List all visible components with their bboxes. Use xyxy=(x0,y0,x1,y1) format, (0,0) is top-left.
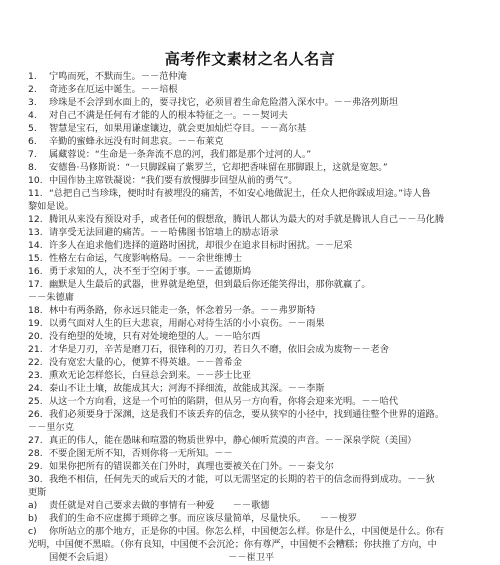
quote-number: 13. xyxy=(28,227,43,238)
quote-text: 许多人在追求他们选择的道路时困扰，却很少在追求目标时困扰。－－尼采 xyxy=(49,240,353,251)
quote-item xyxy=(28,343,478,356)
quote-list xyxy=(28,70,478,564)
quote-text: 性格左右命运，气度影响格局。－－余世维博士 xyxy=(49,253,242,264)
quote-number: 21. xyxy=(28,344,43,355)
quote-text: 幽默是人生最后的武器，世界就是绝望，但到最后你还能笑得出，那你就赢了。 xyxy=(49,279,371,290)
quote-text: 国便不会后退） －－崔卫平 xyxy=(49,552,275,563)
quote-number xyxy=(28,551,49,564)
quote-text: 辛勤的蜜蜂永远没有时间悲哀。－－布莱克 xyxy=(49,136,224,147)
quote-item xyxy=(28,83,478,96)
quote-item xyxy=(28,408,478,421)
quote-item xyxy=(28,460,478,473)
quote-number: 4. xyxy=(28,110,37,121)
quote-number: c) xyxy=(28,526,37,537)
quote-item xyxy=(28,525,478,538)
quote-item xyxy=(28,551,478,564)
quote-item xyxy=(28,161,478,174)
quote-item xyxy=(28,317,478,330)
quote-continuation: 黎如是说。 xyxy=(28,201,74,212)
quote-item xyxy=(28,499,478,512)
quote-number: 26. xyxy=(28,409,43,420)
quote-text: 智慧是宝石，如果用谦虚镶边，就会更加灿烂夺目。－－高尔基 xyxy=(49,123,307,134)
quote-number: 18. xyxy=(28,305,43,316)
quote-number: 16. xyxy=(28,266,43,277)
quote-text: 责任就是对自己要求去做的事情有一种爱 －－歌德 xyxy=(49,500,270,511)
quote-text: 你所站立的那个地方，正是你的中国。你怎么样，中国便怎么样。你是什么，中国便是什么。你有 xyxy=(49,526,445,537)
quote-text: 以勇气面对人生的巨大悲哀，用耐心对待生活的小小哀伤。－－雨果 xyxy=(49,318,325,329)
quote-item xyxy=(28,447,478,460)
quote-continuation: －－朱德庸 xyxy=(28,292,74,303)
quote-number: 20. xyxy=(28,331,43,342)
quote-item xyxy=(28,369,478,382)
quote-number: a) xyxy=(28,500,38,511)
quote-continuation: －－里尔克 xyxy=(28,422,74,433)
page-title: 高考作文素材之名人名言 xyxy=(164,50,336,68)
quote-number: 2. xyxy=(28,84,37,95)
quote-number: 25. xyxy=(28,396,43,407)
quote-number: 19. xyxy=(28,318,43,329)
quote-number: 29. xyxy=(28,461,43,472)
quote-item xyxy=(28,473,478,486)
quote-text: 对自己不满是任何有才能的人的根本特征之一。－－契诃夫 xyxy=(49,110,288,121)
quote-item xyxy=(28,330,478,343)
quote-item xyxy=(28,395,478,408)
quote-number: 14. xyxy=(28,240,43,251)
quote-number: 6. xyxy=(28,136,37,147)
quote-item xyxy=(28,278,478,291)
quote-text: 安德鲁·马修斯说：“一只脚踩扁了紫罗兰，它却把香味留在那脚跟上，这就是宽恕。” xyxy=(49,162,388,173)
quote-number: 5. xyxy=(28,123,37,134)
quote-item xyxy=(28,239,478,252)
quote-number: 17. xyxy=(28,279,43,290)
quote-item xyxy=(28,70,478,83)
quote-text: 真正的伟人，能在愚昧和喧嚣的物质世界中，静心倾听荒漠的声音。－－深泉学院（美国） xyxy=(49,435,417,446)
quote-text: 熏欢无论怎样悠长，白昼总会到来。－－莎士比亚 xyxy=(49,370,252,381)
quote-item xyxy=(28,148,478,161)
quote-item xyxy=(28,382,478,395)
quote-text: 腾讯从来没有预设对手，或者任何的假想敌，腾讯人都认为最大的对手就是腾讯人自己－－马化腾 xyxy=(49,214,445,225)
quote-text: 请享受无法回避的痛苦。－－哈佛图书馆墙上的励志语录 xyxy=(49,227,279,238)
quote-text: 如果你把所有的错误都关在门外时，真理也要被关在门外。－－泰戈尔 xyxy=(49,461,334,472)
quote-item xyxy=(28,213,478,226)
quote-item xyxy=(28,135,478,148)
quote-item xyxy=(28,252,478,265)
quote-item xyxy=(28,174,478,187)
quote-number: 3. xyxy=(28,97,37,108)
quote-text: 我们的生命不应虚掷于琐碎之事。而应该尽量简单，尽量快乐。 －－梭罗 xyxy=(49,513,357,524)
quote-text: 没有宽宏大量的心，便算不得英雄。－－普希金 xyxy=(49,357,242,368)
quote-text: 奇迹多在厄运中诞生。－－培根 xyxy=(49,84,178,95)
quote-text: 中国作协主席铁凝说：“我们要有放慢脚步回望从前的勇气”。 xyxy=(49,175,298,186)
quote-text: 不要企图无所不知，否则你将一无所知。－－ xyxy=(49,448,233,459)
quote-number: 30. xyxy=(28,474,43,485)
quote-number: 12. xyxy=(28,214,43,225)
quote-item xyxy=(28,512,478,525)
quote-number: 22. xyxy=(28,357,43,368)
quote-item xyxy=(28,109,478,122)
quote-continuation: 更斯 xyxy=(28,487,47,498)
quote-item xyxy=(28,356,478,369)
quote-number: 23. xyxy=(28,370,43,381)
quote-number: 24. xyxy=(28,383,43,394)
quote-item xyxy=(28,122,478,135)
quote-number: 15. xyxy=(28,253,43,264)
quote-number: 7. xyxy=(28,149,37,160)
quote-text: 我绝不相信，任何先天的或后天的才能，可以无需坚定的长期的若干的信念而得到成功。－－狄 xyxy=(49,474,435,485)
quote-text: 我们必须要身于深渊，这是我们不该丢弃的信念，要从狭窄的小径中，找到通往整个世界的道路。 xyxy=(49,409,445,420)
quote-item xyxy=(28,226,478,239)
quote-text: 林中有两条路，你永远只能走一条，怀念着另一条。－－弗罗斯特 xyxy=(49,305,316,316)
quote-continuation: 光明，中国便不黑暗。（你有良知，中国便不会沉沦；你有尊严，中国便不会糟糕；你扶推了方向，中 xyxy=(28,539,437,550)
quote-number: 8. xyxy=(28,162,37,173)
quote-item xyxy=(28,304,478,317)
quote-number: 10. xyxy=(28,175,43,186)
quote-text: 从这一个方向看，这是一个可怕的陷阱，但从另一方向看，你将会迎来光明。－－哈代 xyxy=(49,396,399,407)
quote-text: 属藏蓉说：“生命是一条奔流不息的河，我们都是那个过河的人。” xyxy=(49,149,312,160)
quote-number: 27. xyxy=(28,435,43,446)
quote-item xyxy=(28,265,478,278)
quote-text: 才华是刀刃，辛苦是磨刀石，很锋利的刀刃，若日久不磨，依旧会成为废物－－老舍 xyxy=(49,344,389,355)
quote-number: b) xyxy=(28,513,38,524)
quote-item xyxy=(28,187,478,200)
quote-number: 11. xyxy=(28,188,43,199)
quote-text: “总把自己当珍珠，便时时有被埋没的痛苦，不如安心地做泥土，任众人把你踩成坦途。”诗人鲁 xyxy=(49,188,431,199)
quote-item xyxy=(28,434,478,447)
quote-text: 勇于求知的人，决不至于空闲于事。－－孟德斯鸠 xyxy=(49,266,252,277)
quote-number: 28. xyxy=(28,448,43,459)
quote-text: 宁鸣而死，不默而生。－－范仲淹 xyxy=(49,71,187,82)
quote-number: 1. xyxy=(28,71,37,82)
quote-item xyxy=(28,96,478,109)
quote-text: 珍珠是不会浮到水面上的，要寻找它，必须冒着生命危险潜入深水中。－－弗洛列斯坦 xyxy=(49,97,399,108)
quote-text: 没有绝望的处境，只有对处境绝望的人。－－哈尔西 xyxy=(49,331,261,342)
quote-text: 泰山不让土壤，故能成其大；河海不择细流，故能成其深。－－李斯 xyxy=(49,383,325,394)
